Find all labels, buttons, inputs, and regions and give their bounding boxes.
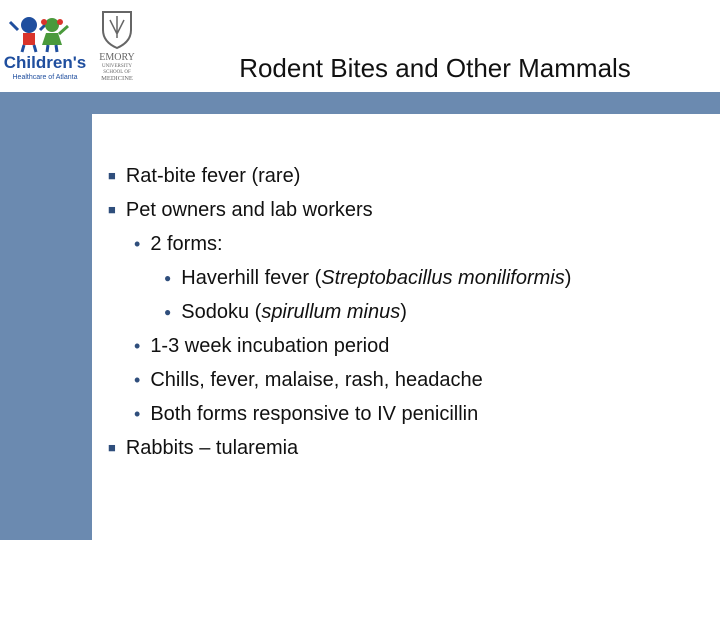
small-dot-bullet-icon: ● [164,305,172,319]
bullet-italic-text: Streptobacillus moniliformis [321,267,565,289]
childrens-logo-name: Children's [3,53,87,72]
bullet-item [108,436,298,462]
slide-title: Rodent Bites and Other Mammals [239,53,631,83]
small-dot-bullet-icon: ● [164,271,172,285]
square-bullet-icon: ■ [108,168,116,183]
emory-line-2: SCHOOL OF [103,70,131,75]
square-bullet-icon: ■ [108,440,116,455]
sub-bullet-item [134,334,389,358]
bullet-text: Sodoku ( [181,301,262,323]
bullet-item [108,164,300,190]
bullet-text: Rabbits – tularemia [125,437,299,459]
bullet-text: Haverhill fever ( [181,267,322,289]
page-number: 52 [39,624,53,636]
sub-sub-bullet-item [164,266,571,292]
dot-bullet-icon: • [134,336,141,356]
emory-name: EMORY [99,52,135,63]
emory-line-3: MEDICINE [101,75,133,82]
bullet-text: ) [400,301,407,323]
dot-bullet-icon: • [134,404,141,424]
bullet-text: 2 forms: [150,233,223,255]
bullet-text: Chills, fever, malaise, rash, headache [150,369,483,391]
dot-bullet-icon: • [134,234,141,254]
emory-line-1: UNIVERSITY [102,64,132,69]
sub-sub-bullet-item [164,300,407,326]
childrens-logo-subtitle: Healthcare of Atlanta [12,74,78,81]
bullet-italic-text: spirullum minus [261,301,401,323]
bullet-text: Pet owners and lab workers [125,199,373,221]
dot-bullet-icon: • [134,370,141,390]
square-bullet-icon: ■ [108,202,116,217]
bullet-text: Rat-bite fever (rare) [125,165,301,187]
sub-bullet-item [134,402,478,426]
sub-bullet-item [134,232,223,256]
bullet-text: 1-3 week incubation period [150,335,390,357]
bullet-text: Both forms responsive to IV penicillin [150,403,479,425]
bullet-text: ) [564,267,572,289]
bullet-item [108,198,373,224]
sub-bullet-item [134,368,483,392]
